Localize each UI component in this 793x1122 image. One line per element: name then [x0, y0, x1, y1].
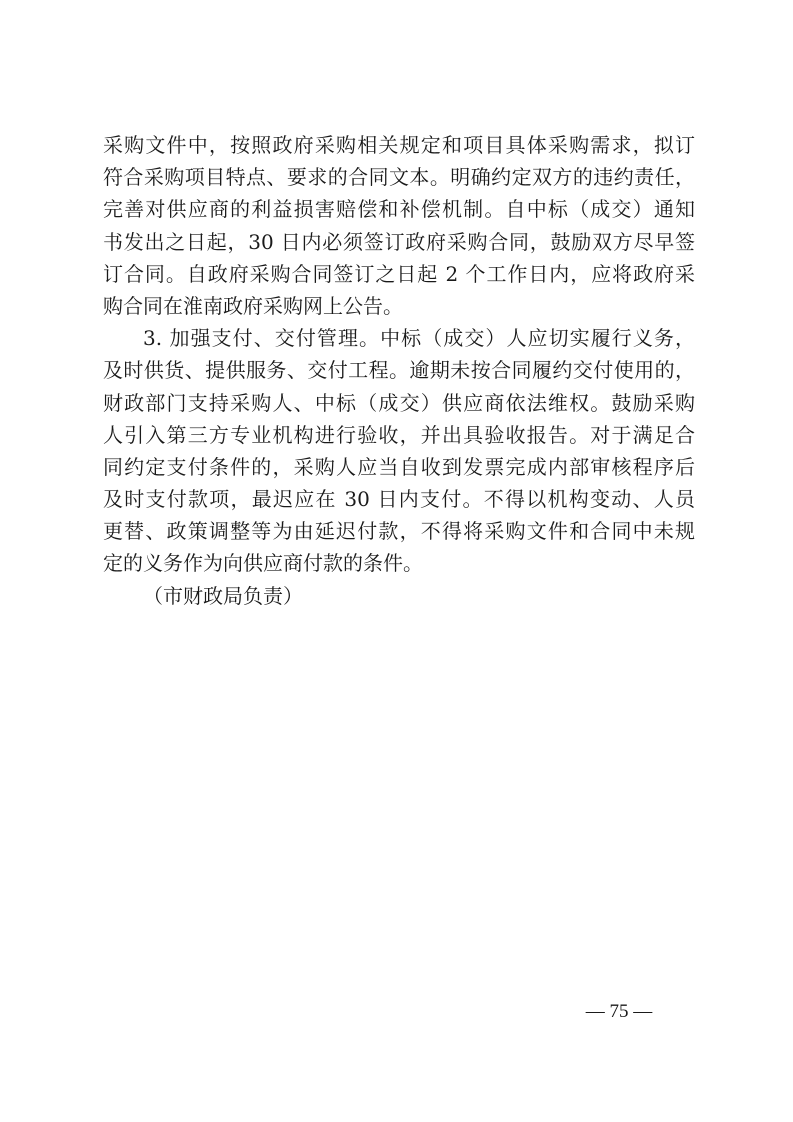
- paragraph-1-line: 购合同在淮南政府采购网上公告。: [103, 293, 403, 318]
- paragraph-2-line: 同约定支付条件的，采购人应当自收到发票完成内部审核程序后: [103, 454, 695, 479]
- paragraph-1-line: 符合采购项目特点、要求的合同文本。明确约定双方的违约责任，: [103, 165, 695, 190]
- paragraph-1-line: 采购文件中，按照政府采购相关规定和项目具体采购需求，拟订: [103, 133, 695, 157]
- paragraph-2-line: 3. 加强支付、交付管理。中标（成交）人应切实履行义务，: [143, 326, 695, 351]
- paragraph-2-line: 及时供货、提供服务、交付工程。逾期未按合同履约交付使用的，: [103, 358, 695, 383]
- body-text: [103, 129, 695, 612]
- page-number: — 75 —: [585, 1001, 653, 1022]
- paragraph-2-line: 财政部门支持采购人、中标（成交）供应商依法维权。鼓励采购: [103, 390, 695, 415]
- paragraph-2-line: 定的义务作为向供应商付款的条件。: [103, 551, 423, 576]
- paragraph-2-line: 更替、政策调整等为由延迟付款，不得将采购文件和合同中未规: [103, 519, 695, 544]
- paragraph-1-line: 订合同。自政府采购合同签订之日起 2 个工作日内，应将政府采: [103, 261, 695, 286]
- paragraph-2-line: 人引入第三方专业机构进行验收，并出具验收报告。对于满足合: [103, 422, 695, 447]
- responsibility-note: （市财政局负责）: [143, 583, 303, 608]
- paragraph-1-line: 完善对供应商的利益损害赔偿和补偿机制。自中标（成交）通知: [103, 197, 695, 222]
- paragraph-2-line: 及时支付款项，最迟应在 30 日内支付。不得以机构变动、人员: [103, 487, 695, 512]
- paragraph-1-line: 书发出之日起，30 日内必须签订政府采购合同，鼓励双方尽早签: [103, 229, 695, 254]
